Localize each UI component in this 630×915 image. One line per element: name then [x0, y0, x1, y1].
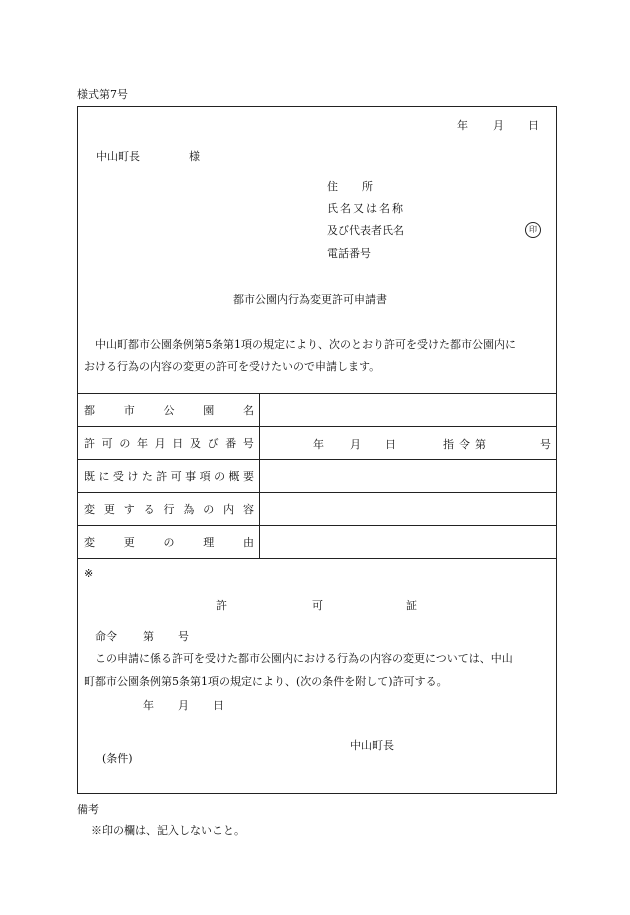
- address-label-1: 住: [327, 180, 338, 193]
- header-date-day: 日: [528, 119, 539, 132]
- page-title: 都市公園内行為変更許可申請書: [233, 293, 387, 306]
- office-use-mark: ※: [84, 567, 94, 580]
- remarks-heading: 備考: [77, 803, 99, 816]
- permit-date-day: 日: [213, 699, 224, 712]
- name-label: 氏名又は名称: [327, 202, 405, 215]
- permit-day: 日: [385, 438, 396, 451]
- permit-year: 年: [313, 438, 324, 451]
- permit-issuer: 中山町長: [350, 739, 394, 752]
- permit-date-number-field[interactable]: [260, 427, 556, 459]
- change-reason-field[interactable]: [260, 526, 556, 558]
- permit-month: 月: [350, 438, 361, 451]
- header-date-year: 年: [457, 119, 468, 132]
- remarks-note: ※印の欄は、記入しないこと。: [91, 824, 245, 837]
- permit-text-line2: 町都市公園条例第5条第1項の規定により、(次の条件を附して)許可する。: [84, 675, 448, 688]
- row-label-park-name: 都 市 公 園 名: [84, 403, 254, 417]
- permit-number-suffix: 号: [540, 438, 551, 451]
- permit-text-line1: この申請に係る許可を受けた都市公園内における行為の内容の変更については、中山: [95, 652, 513, 665]
- addressee-name: 中山町長: [96, 150, 140, 163]
- permit-date-month: 月: [178, 699, 189, 712]
- permit-directive: 指令第: [443, 438, 491, 451]
- order-dai: 第: [143, 630, 154, 643]
- table-divider: [77, 558, 557, 559]
- permit-title-char-1: 許: [216, 599, 227, 612]
- seal-mark: 印: [525, 222, 541, 238]
- row-label-permit-date-number: 許 可 の 年 月 日 及 び 番 号: [84, 436, 254, 450]
- address-label-2: 所: [362, 180, 373, 193]
- header-date-month: 月: [493, 119, 504, 132]
- form-number: 様式第7号: [77, 88, 128, 101]
- permit-title-char-2: 可: [312, 599, 323, 612]
- existing-permit-summary-field[interactable]: [260, 460, 556, 492]
- order-label: 命令: [95, 630, 117, 643]
- row-label-existing-permit-summary: 既 に 受 け た 許 可 事 項 の 概 要: [84, 469, 254, 483]
- permit-title-char-3: 証: [406, 599, 417, 612]
- park-name-field[interactable]: [260, 394, 556, 426]
- body-text-line1: 中山町都市公園条例第5条第1項の規定により、次のとおり許可を受けた都市公園内に: [95, 338, 516, 351]
- changed-act-content-field[interactable]: [260, 493, 556, 525]
- phone-label: 電話番号: [327, 247, 371, 260]
- body-text-line2: おける行為の内容の変更の許可を受けたいので申請します。: [84, 360, 381, 373]
- order-go: 号: [178, 630, 189, 643]
- permit-date-year: 年: [143, 699, 154, 712]
- addressee-honorific: 様: [189, 150, 200, 163]
- permit-conditions: (条件): [102, 752, 133, 765]
- row-label-change-reason: 変 更 の 理 由: [84, 535, 254, 549]
- row-label-changed-act-content: 変 更 す る 行 為 の 内 容: [84, 502, 254, 516]
- representative-label: 及び代表者氏名: [327, 224, 404, 237]
